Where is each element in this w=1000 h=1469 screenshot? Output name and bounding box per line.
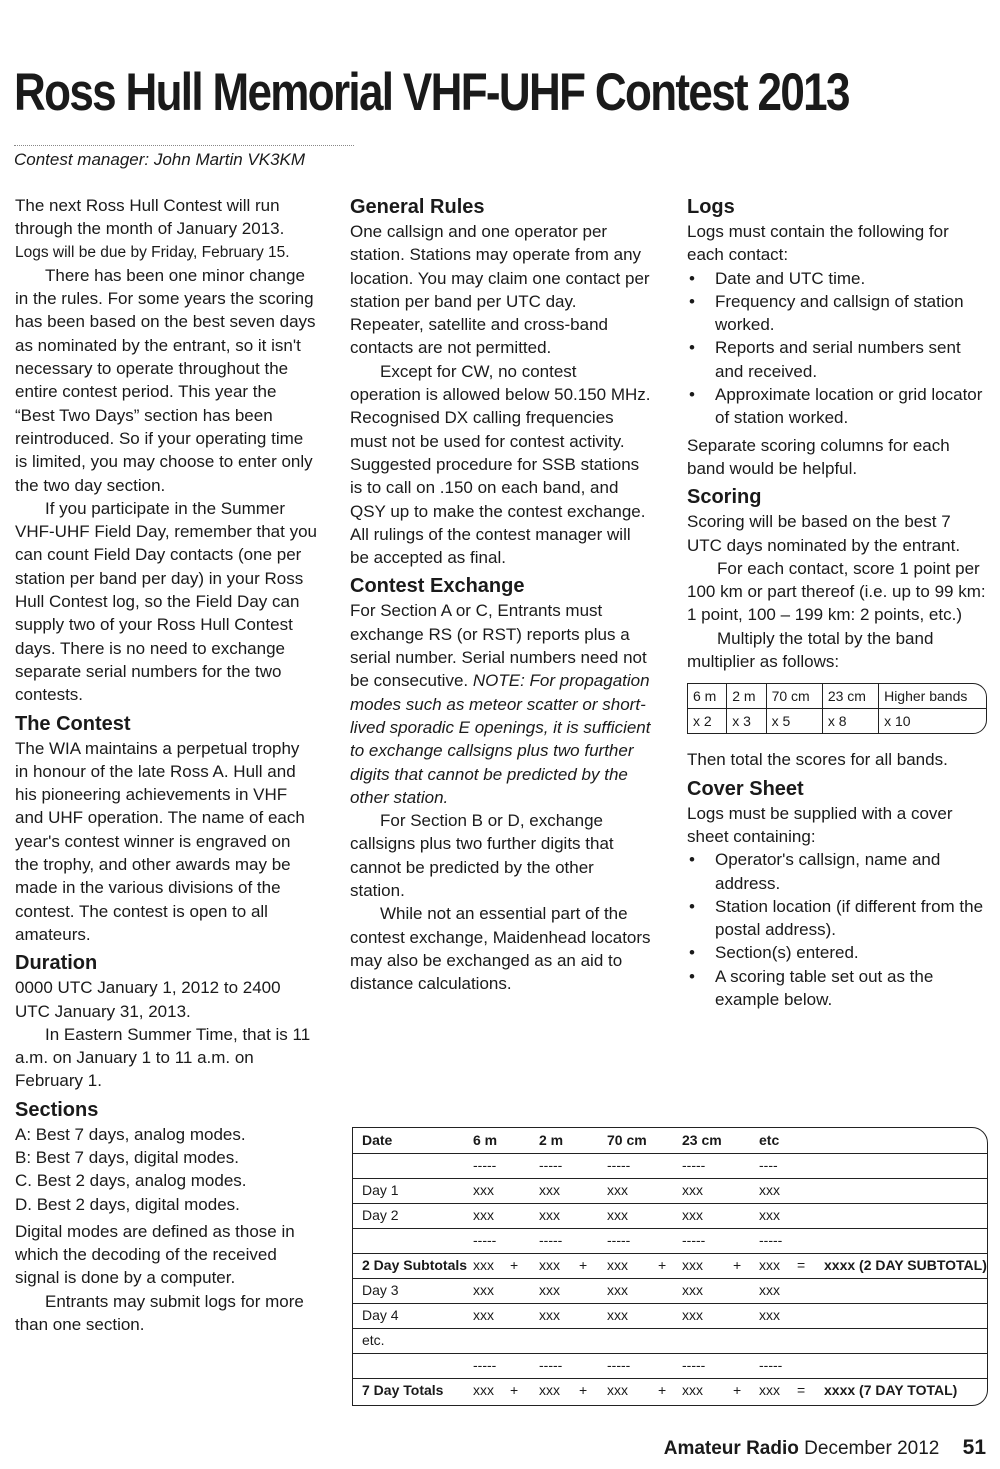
value-cell: xxx [473, 1282, 494, 1298]
section-item: C. Best 2 days, analog modes. [15, 1171, 247, 1191]
dash-cell: ----- [607, 1157, 631, 1173]
factor-cell: x 10 [884, 713, 911, 730]
table-row [353, 1328, 987, 1354]
value-cell: xxx [759, 1182, 780, 1198]
value-cell: xxx [759, 1207, 780, 1223]
entrants-paragraph: Entrants may submit logs for more than one section. [15, 1291, 304, 1335]
value-cell: xxx [473, 1207, 494, 1223]
plus-sign: + [658, 1257, 667, 1273]
table-row-subtotal [353, 1253, 987, 1279]
value-cell: xxx [607, 1182, 628, 1198]
dash-cell: ----- [539, 1357, 563, 1373]
dash-cell: ----- [473, 1157, 497, 1173]
value-cell: xxx [682, 1207, 703, 1223]
band-cell: 23 cm [822, 684, 878, 709]
value-cell: xxx [473, 1257, 494, 1273]
heading-the-contest: The Contest [15, 712, 131, 735]
exchange-note: NOTE: For propagation modes such as meteor scatter or short-lived sporadic E openings, it is sufficient to exchange callsigns plus two further digits that cannot be predicted by the other station. [350, 671, 651, 807]
cover-intro: Logs must be supplied with a cover sheet containing: [687, 803, 953, 846]
value-cell: xxx [473, 1307, 494, 1323]
band-cell: 2 m [727, 684, 766, 709]
table-row [353, 1153, 987, 1179]
cover-list-item: • Station location (if different from the postal address). [687, 895, 987, 942]
dash-cell: ----- [682, 1232, 706, 1248]
factor-cell: x 8 [822, 709, 878, 734]
value-cell: xxx [682, 1182, 703, 1198]
header-70cm: 70 cm [607, 1132, 647, 1148]
band-cell: Higher bands [879, 684, 986, 709]
heading-contest-exchange: Contest Exchange [350, 575, 525, 598]
plus-sign: + [733, 1382, 742, 1398]
value-cell: xxx [607, 1257, 628, 1273]
dash-cell: ----- [473, 1357, 497, 1373]
field-day-paragraph: If you participate in the Summer VHF-UHF Field Day, remember that you can count Field Day contacts (one per station per band per day) in your Ross Hull Contest log, so the Field Day can supply two of your Ross Hull Contest days. There is no need to exchange separate serial numbers for the two contests. [15, 498, 317, 705]
band-cell: 6 m [688, 684, 727, 709]
cover-list [687, 848, 987, 1011]
plus-sign: + [510, 1257, 519, 1273]
value-cell: xxx [682, 1257, 703, 1273]
value-cell: xxx [539, 1207, 560, 1223]
points-paragraph: For each contact, score 1 point per 100 km or part thereof (i.e. up to 99 km: 1 point, 100 – 199 km: 2 points, etc.) [687, 558, 986, 625]
header-2m: 2 m [539, 1132, 564, 1148]
plus-sign: + [579, 1257, 588, 1273]
exchange-text: For Section A or C, Entrants must exchange RS (or RST) reports plus a serial number. Serial numbers need not be consecutive. [350, 601, 647, 691]
intro-paragraph: The next Ross Hull Contest will run through the month of January 2013. [15, 196, 285, 239]
column-2 [350, 194, 652, 996]
row-label: Day 2 [362, 1207, 399, 1223]
factor-cell: x 5 [766, 709, 822, 734]
plus-sign: + [579, 1382, 588, 1398]
magazine-name: Amateur Radio [663, 1438, 799, 1459]
table-row [353, 1303, 987, 1329]
value-cell: xxx [539, 1382, 560, 1398]
heading-scoring: Scoring [687, 486, 762, 509]
dash-cell: ----- [539, 1157, 563, 1173]
dash-cell: ---- [759, 1157, 778, 1173]
header-date: Date [362, 1132, 393, 1148]
value-cell: xxx [539, 1307, 560, 1323]
total-result: xxxx (7 DAY TOTAL) [824, 1382, 958, 1398]
cover-list-item: • A scoring table set out as the example below. [687, 965, 987, 1012]
contest-paragraph: The WIA maintains a perpetual trophy in honour of the late Ross A. Hull and his pioneering achievements in VHF and UHF operation. The name of each year's contest winner is engraved on the trophy, and other awards may be made in the various divisions of the contest. The contest is open to all amateurs. [15, 738, 305, 944]
cover-list-item: • Operator's callsign, name and address. [687, 848, 987, 895]
value-cell: xxx [539, 1282, 560, 1298]
row-label: Day 3 [362, 1282, 399, 1298]
value-cell: xxx [759, 1307, 780, 1323]
section-item: A: Best 7 days, analog modes. [15, 1124, 246, 1144]
equals-sign: = [797, 1257, 806, 1273]
value-cell: xxx [759, 1382, 780, 1398]
multiply-paragraph: Multiply the total by the band multiplier as follows: [687, 628, 934, 672]
header-23cm: 23 cm [682, 1132, 722, 1148]
section-item: D. Best 2 days, digital modes. [15, 1194, 240, 1214]
plus-sign: + [510, 1382, 519, 1398]
value-cell: xxx [539, 1182, 560, 1198]
plus-sign: + [733, 1257, 742, 1273]
eastern-time-paragraph: In Eastern Summer Time, that is 11 a.m. on January 1 to 11 a.m. on February 1. [15, 1024, 311, 1091]
maidenhead-paragraph: While not an essential part of the contest exchange, Maidenhead locators may also be exchanged as an aid to distance calculations. [350, 904, 651, 994]
heading-sections: Sections [15, 1098, 99, 1121]
value-cell: xxx [607, 1382, 628, 1398]
general-rules-paragraph: One callsign and one operator per station. Stations may operate from any location. You may claim one contact per station per band per UTC day. Repeater, satellite and cross-band contacts are not permitted. [350, 222, 650, 358]
row-label: etc. [362, 1332, 385, 1348]
header-6m: 6 m [473, 1132, 498, 1148]
value-cell: xxx [682, 1382, 703, 1398]
equals-sign: = [797, 1382, 806, 1398]
value-cell: xxx [539, 1257, 560, 1273]
logs-due-line: Logs will be due by Friday, February 15. [15, 243, 290, 261]
table-header-row [353, 1128, 987, 1154]
column-3 [687, 194, 987, 1011]
rule-change-paragraph: There has been one minor change in the rules. For some years the scoring has been based on the best seven days as nominated by the entrant, so it isn't necessary to operate throughout the entire contest period. This year the “Best Two Days” section has been reintroduced. So if your operating time is limited, you may choose to enter only the two day section. [15, 265, 316, 495]
row-label: Day 4 [362, 1307, 399, 1323]
column-1 [15, 194, 317, 1336]
logs-list-item: • Date and UTC time. [687, 267, 987, 290]
table-row-total [353, 1378, 987, 1403]
plus-sign: + [658, 1382, 667, 1398]
dash-cell: ----- [607, 1357, 631, 1373]
value-cell: xxx [682, 1307, 703, 1323]
dash-cell: ----- [682, 1357, 706, 1373]
dash-cell: ----- [539, 1232, 563, 1248]
title-divider [14, 145, 354, 146]
digital-modes-paragraph: Digital modes are defined as those in which the decoding of the received signal is done by a computer. [15, 1221, 295, 1288]
value-cell: xxx [473, 1182, 494, 1198]
total-scores-paragraph: Then total the scores for all bands. [687, 750, 948, 770]
separate-columns-paragraph: Separate scoring columns for each band would be helpful. [687, 435, 950, 478]
section-bd-paragraph: For Section B or D, exchange callsigns plus two further digits that cannot be predicted by the other station. [350, 811, 614, 901]
scoring-paragraph: Scoring will be based on the best 7 UTC days nominated by the entrant. [687, 512, 961, 555]
contest-manager-line: Contest manager: John Martin VK3KM [14, 150, 306, 169]
row-label: 2 Day Subtotals [362, 1257, 468, 1273]
logs-list-item: • Approximate location or grid locator of station worked. [687, 383, 987, 430]
header-etc: etc [759, 1132, 780, 1148]
dash-cell: ----- [607, 1232, 631, 1248]
table-row [353, 1203, 987, 1229]
value-cell: xxx [682, 1282, 703, 1298]
value-cell: xxx [473, 1382, 494, 1398]
value-cell: xxx [607, 1282, 628, 1298]
value-cell: xxx [759, 1282, 780, 1298]
page-title: Ross Hull Memorial VHF-UHF Contest 2013 [14, 63, 849, 122]
row-label: Day 1 [362, 1182, 399, 1198]
logs-intro: Logs must contain the following for each contact: [687, 222, 949, 265]
logs-list [687, 267, 987, 430]
section-item: B: Best 7 days, digital modes. [15, 1147, 239, 1167]
page-number: 51 [962, 1436, 986, 1459]
heading-duration: Duration [15, 952, 98, 975]
table-row [353, 1353, 987, 1379]
dash-cell: ----- [759, 1232, 783, 1248]
subtotal-result: xxxx (2 DAY SUBTOTAL) [824, 1257, 987, 1273]
exchange-paragraph [350, 599, 652, 809]
heading-general-rules: General Rules [350, 196, 485, 218]
logs-list-item: • Frequency and callsign of station worked. [687, 290, 987, 337]
table-row [353, 1278, 987, 1304]
sections-list [15, 1123, 317, 1216]
heading-cover-sheet: Cover Sheet [687, 777, 804, 800]
row-label: 7 Day Totals [362, 1382, 444, 1398]
cover-list-item: • Section(s) entered. [687, 941, 987, 964]
factor-cell: x 2 [688, 709, 727, 734]
value-cell: xxx [607, 1307, 628, 1323]
duration-paragraph: 0000 UTC January 1, 2012 to 2400 UTC January 31, 2013. [15, 978, 281, 1021]
page-footer [664, 1436, 986, 1460]
band-multiplier-table [687, 683, 987, 734]
cw-paragraph: Except for CW, no contest operation is allowed below 50.150 MHz. Recognised DX calling frequencies must not be used for contest activity. Suggested procedure for SSB stations is to call on .150 on each band, and QSY up to make the contest exchange. All rulings of the contest manager will be accepted as final. [350, 361, 651, 568]
heading-logs: Logs [687, 196, 735, 218]
scoring-table-example [352, 1127, 988, 1406]
value-cell: xxx [607, 1207, 628, 1223]
value-cell: xxx [759, 1257, 780, 1273]
band-cell: 70 cm [766, 684, 822, 709]
table-row [353, 1228, 987, 1254]
dash-cell: ----- [759, 1357, 783, 1373]
dash-cell: ----- [473, 1232, 497, 1248]
factor-cell: x 3 [727, 709, 766, 734]
logs-list-item: • Reports and serial numbers sent and received. [687, 336, 987, 383]
dash-cell: ----- [682, 1157, 706, 1173]
issue-date: December 2012 [804, 1438, 940, 1459]
table-row [353, 1178, 987, 1204]
